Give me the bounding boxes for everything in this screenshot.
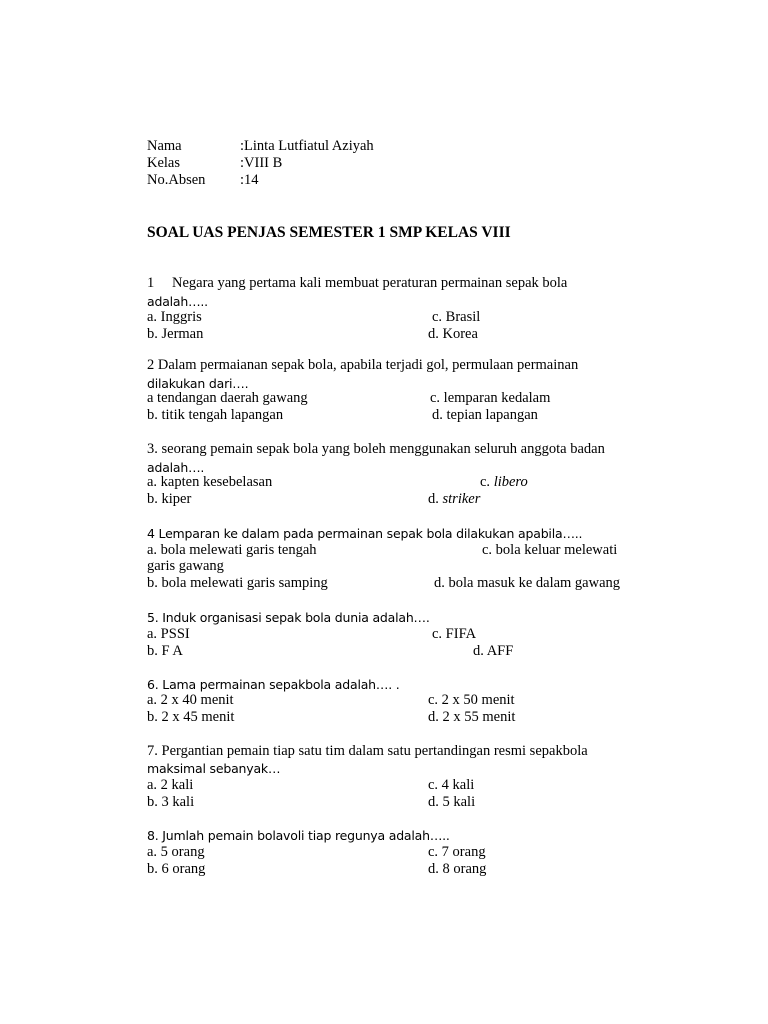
option-b: b. bola melewati garis samping — [147, 575, 328, 591]
option-a: a tendangan daerah gawang — [147, 390, 308, 406]
option-a: a. bola melewati garis tengah — [147, 542, 317, 558]
option-a: a. 2 x 40 menit — [147, 692, 234, 708]
page-title: SOAL UAS PENJAS SEMESTER 1 SMP KELAS VIII — [147, 224, 511, 241]
option-b: b. 6 orang — [147, 861, 206, 877]
question-text-cont: maksimal sebanyak… — [147, 761, 281, 776]
option-a: a. PSSI — [147, 626, 190, 642]
absen-label: No.Absen — [147, 172, 206, 188]
option-c: c. Brasil — [432, 309, 481, 325]
option-c: c. 2 x 50 menit — [428, 692, 515, 708]
option-b: b. 2 x 45 menit — [147, 709, 235, 725]
option-b: b. Jerman — [147, 326, 204, 342]
option-d: d. 5 kali — [428, 794, 476, 810]
option-a: a. Inggris — [147, 309, 202, 325]
question-text: 8. Jumlah pemain bolavoli tiap regunya adalah….. — [147, 828, 450, 843]
option-d-prefix: d. — [428, 491, 443, 507]
option-a-cont: garis gawang — [147, 558, 224, 574]
question-text: 3. seorang pemain sepak bola yang boleh menggunakan seluruh anggota badan — [147, 441, 605, 457]
name-label: Nama — [147, 138, 182, 154]
option-b: b. F A — [147, 643, 183, 659]
question-text-cont: adalah….. — [147, 294, 208, 309]
option-a: a. kapten kesebelasan — [147, 474, 273, 490]
option-d — [428, 491, 480, 508]
option-c-prefix: c. — [480, 474, 494, 490]
option-d: d. 2 x 55 menit — [428, 709, 516, 725]
question-text: 7. Pergantian pemain tiap satu tim dalam satu pertandingan resmi sepakbola — [147, 743, 588, 759]
option-b: b. kiper — [147, 491, 192, 507]
option-c — [480, 474, 528, 491]
class-label: Kelas — [147, 155, 181, 171]
option-a: a. 2 kali — [147, 777, 194, 793]
question-text-cont: dilakukan dari…. — [147, 376, 249, 391]
option-c: c. 4 kali — [428, 777, 475, 793]
option-a: a. 5 orang — [147, 844, 205, 860]
option-c: c. 7 orang — [428, 844, 486, 860]
question-text: 5. Induk organisasi sepak bola dunia adalah…. — [147, 610, 430, 625]
name-value: :Linta Lutfiatul Aziyah — [240, 138, 374, 154]
option-d: d. AFF — [473, 643, 514, 659]
option-d: d. 8 orang — [428, 861, 487, 877]
absen-value: :14 — [240, 172, 259, 188]
option-b: b. 3 kali — [147, 794, 195, 810]
option-d-term: striker — [442, 491, 481, 507]
class-value: :VIII B — [240, 155, 283, 171]
option-c: c. FIFA — [432, 626, 477, 642]
option-d: d. bola masuk ke dalam gawang — [434, 575, 621, 591]
question-text: Negara yang pertama kali membuat peraturan permainan sepak bola — [172, 275, 568, 291]
question-text-cont: adalah…. — [147, 460, 205, 475]
question-number: 1 — [147, 275, 155, 291]
option-b: b. titik tengah lapangan — [147, 407, 284, 423]
option-d: d. tepian lapangan — [432, 407, 538, 423]
question-text: 2 Dalam permaianan sepak bola, apabila terjadi gol, permulaan permainan — [147, 357, 579, 373]
question-text: 6. Lama permainan sepakbola adalah…. . — [147, 677, 400, 692]
option-c: c. lemparan kedalam — [430, 390, 551, 406]
option-c: c. bola keluar melewati — [482, 542, 618, 558]
question-text: 4 Lemparan ke dalam pada permainan sepak bola dilakukan apabila….. — [147, 526, 583, 541]
option-d: d. Korea — [428, 326, 478, 342]
option-c-term: libero — [493, 474, 528, 490]
